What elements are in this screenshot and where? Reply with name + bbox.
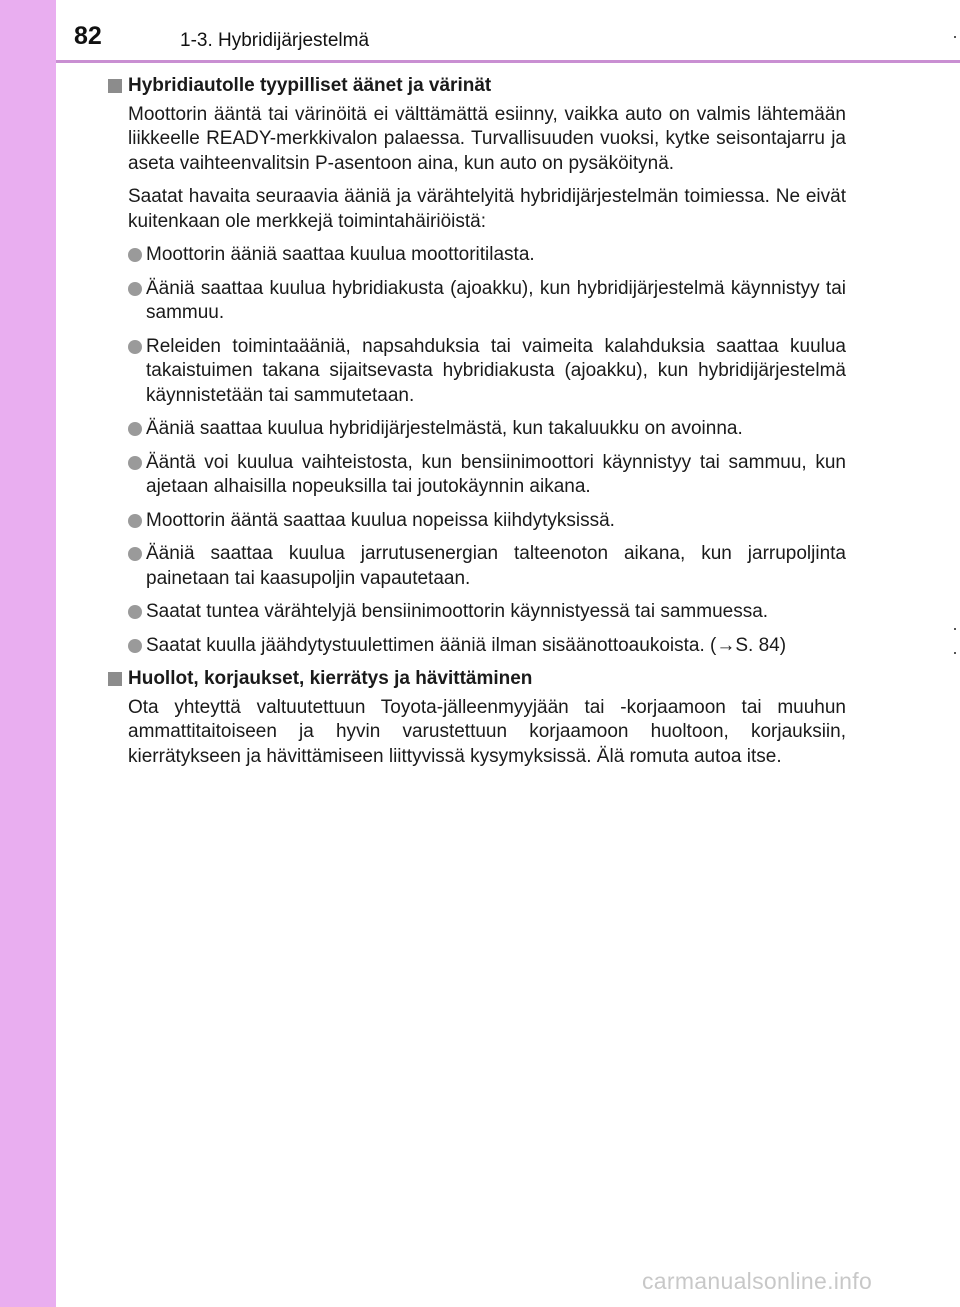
round-bullet-icon [128, 456, 142, 470]
list-item [108, 542, 846, 591]
list-item [108, 600, 846, 625]
paragraph: Moottorin ääntä tai värinöitä ei välttämättä esiinny, vaikka auto on valmis lähtemään liikkeelle READY-merkkivalon palaessa. Turvallisuuden vuoksi, kytke seisontajarru ja aseta vaihteenvalitsin P-asentoon aina, kun auto on pysäköitynä. [128, 103, 846, 174]
paragraph: Ota yhteyttä valtuutettuun Toyota-jälleenmyyjään tai -korjaamoon tai muuhun ammattitaitoiseen ja hyvin varustettuun korjaamoon huoltoon, korjauksiin, kierrätykseen ja hävittämiseen liittyvissä kysymyksissä. Älä romuta autoa itse. [128, 696, 846, 767]
square-bullet-icon [108, 79, 122, 93]
round-bullet-icon [128, 422, 142, 436]
page-content [108, 74, 846, 778]
watermark-text: carmanualsonline.info [642, 1268, 873, 1294]
page-number: 82 [74, 22, 102, 50]
list-item [108, 243, 846, 268]
section-heading [108, 74, 846, 99]
paragraph: Saatat havaita seuraavia ääniä ja värähtelyitä hybridijärjestelmän toimiessa. Ne eivät kuitenkaan ole merkkejä toimintahäiriöistä: [128, 186, 846, 232]
round-bullet-icon [128, 639, 142, 653]
list-item-text: Saatat kuulla jäähdytystuulettimen ääniä ilman sisäänottoaukoista. (→S. 84) [146, 634, 787, 656]
round-bullet-icon [128, 282, 142, 296]
round-bullet-icon [128, 340, 142, 354]
round-bullet-icon [128, 248, 142, 262]
square-bullet-icon [108, 672, 122, 686]
list-item [108, 451, 846, 500]
list-item-text: Ääniä saattaa kuulua jarrutusenergian talteenoton aikana, kun jarrupoljinta painetaan tai kaasupoljin vapautetaan. [146, 543, 846, 589]
chapter-color-strip [0, 0, 56, 1307]
round-bullet-icon [128, 605, 142, 619]
round-bullet-icon [128, 514, 142, 528]
header-divider [56, 60, 960, 63]
margin-tick-mark [954, 652, 956, 654]
list-item-text: Ääniä saattaa kuulua hybridijärjestelmästä, kun takaluukku on avoinna. [146, 418, 743, 439]
list-item [108, 509, 846, 534]
list-item-text: Moottorin ääntä saattaa kuulua nopeissa kiihdytyksissä. [146, 509, 615, 531]
section-maintenance [108, 667, 846, 769]
list-item-text: Ääniä saattaa kuulua hybridiakusta (ajoakku), kun hybridijärjestelmä käynnistyy tai sammuu. [146, 277, 846, 323]
list-item-text: Ääntä voi kuulua vaihteistosta, kun bensiinimoottori käynnistyy tai sammuu, kun ajetaan alhaisilla nopeuksilla tai joutokäynnin aikana. [146, 451, 846, 497]
section-heading-text: Huollot, korjaukset, kierrätys ja hävittäminen [128, 668, 533, 689]
list-item [108, 277, 846, 326]
margin-tick-mark [954, 628, 956, 630]
margin-tick-mark [954, 36, 956, 38]
page-header-title: 1-3. Hybridijärjestelmä [180, 30, 370, 51]
section-hybrid-sounds [108, 74, 846, 658]
round-bullet-icon [128, 547, 142, 561]
list-item-text: Moottorin ääniä saattaa kuulua moottoritilasta. [146, 244, 535, 265]
section-heading-text: Hybridiautolle tyypilliset äänet ja värinät [128, 75, 492, 96]
list-item-text: Saatat tuntea värähtelyjä bensiinimoottorin käynnistyessä tai sammuessa. [146, 601, 769, 622]
list-item-text: Releiden toimintaääniä, napsahduksia tai vaimeita kalahduksia saattaa kuulua takaistuimen takana sijaitsevasta hybridiakusta (ajoakku), kun hybridijärjestelmä käynnistetään tai sammutetaan. [146, 335, 846, 406]
section-heading [108, 667, 846, 692]
list-item [108, 335, 846, 409]
list-item [108, 634, 846, 659]
list-item [108, 417, 846, 442]
